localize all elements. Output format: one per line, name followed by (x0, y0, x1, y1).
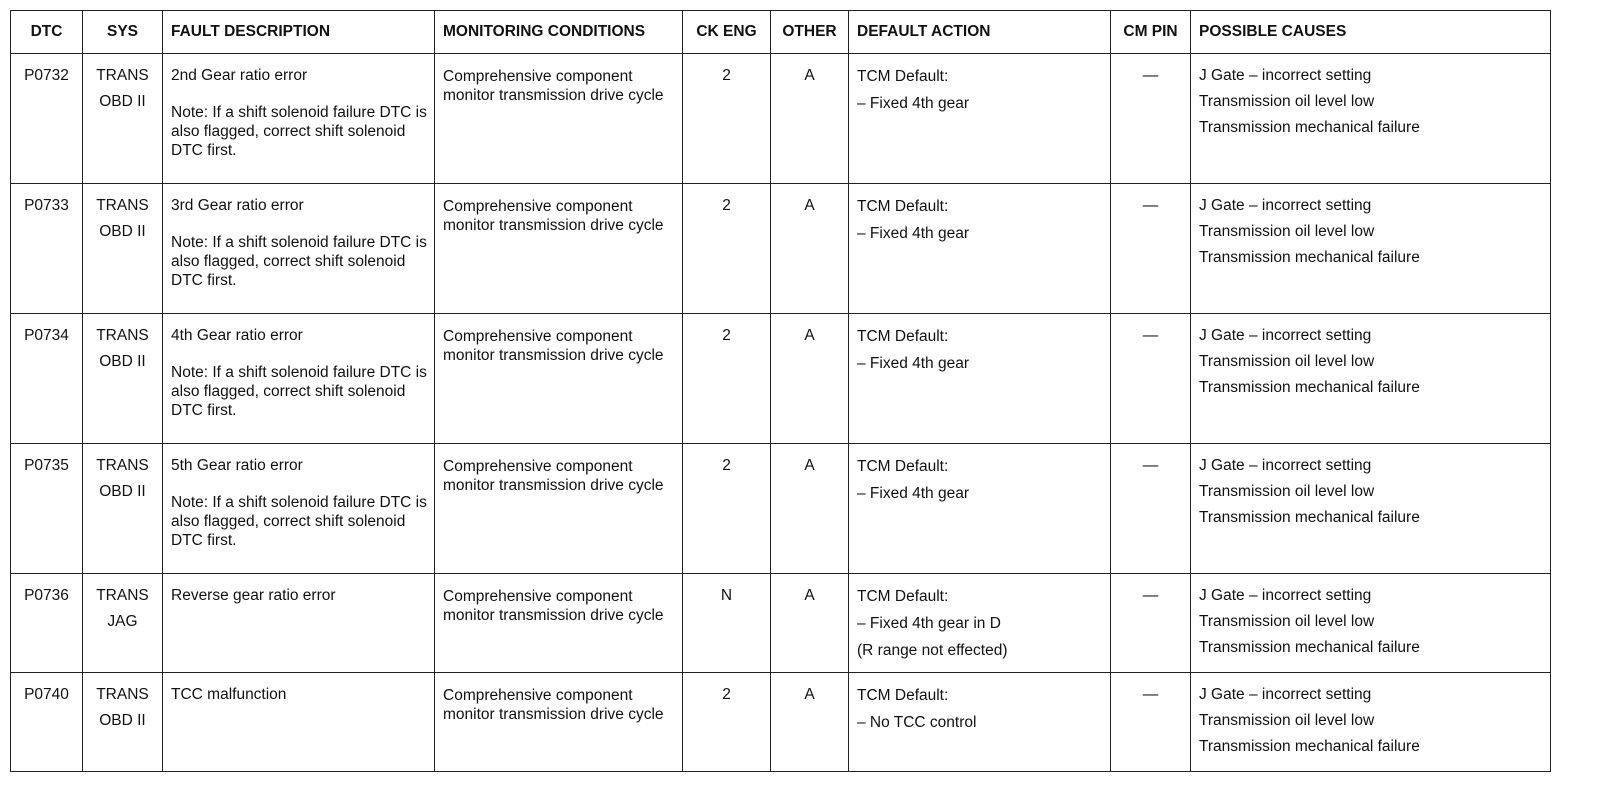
sys-line: TRANS (96, 686, 149, 703)
dtc-code-cell (11, 54, 83, 184)
cm-pin-value: — (1142, 686, 1159, 703)
ck-eng-cell (683, 314, 771, 444)
action-line: TCM Default: (857, 588, 949, 605)
cm-pin-cell (1111, 673, 1191, 772)
dtc-table (10, 10, 1551, 772)
fault-description-cell (163, 314, 435, 444)
action-line: TCM Default: (857, 328, 949, 345)
fault-title: 2nd Gear ratio error (171, 67, 308, 84)
sys-cell (83, 673, 163, 772)
default-action-cell (849, 574, 1111, 673)
sys-line: OBD II (99, 483, 146, 500)
action-line: – Fixed 4th gear (857, 355, 970, 372)
fault-description-cell (163, 444, 435, 574)
sys-line: OBD II (99, 93, 146, 110)
action-line: (R range not effected) (857, 642, 1008, 659)
default-action-cell (849, 184, 1111, 314)
sys-line: OBD II (99, 353, 146, 370)
possible-causes-cell (1191, 673, 1551, 772)
monitoring-cell (435, 444, 683, 574)
cause-line: Transmission mechanical failure (1199, 119, 1420, 136)
other-cell (771, 184, 849, 314)
ck-eng-cell (683, 444, 771, 574)
sys-line: TRANS (96, 587, 149, 604)
ck-eng-value: 2 (722, 67, 731, 84)
other-cell (771, 673, 849, 772)
cause-line: J Gate – incorrect setting (1199, 197, 1372, 214)
fault-title: 5th Gear ratio error (171, 457, 303, 474)
cm-pin-value: — (1142, 587, 1159, 604)
table-row (11, 673, 1551, 772)
action-line: TCM Default: (857, 198, 949, 215)
cause-line: J Gate – incorrect setting (1199, 67, 1372, 84)
cause-line: Transmission mechanical failure (1199, 639, 1420, 656)
monitoring-text: Comprehensive component monitor transmission drive cycle (443, 588, 664, 624)
ck-eng-cell (683, 574, 771, 673)
ck-eng-cell (683, 184, 771, 314)
col-header-fault: FAULT DESCRIPTION (163, 11, 435, 54)
possible-causes-cell (1191, 184, 1551, 314)
sys-line: OBD II (99, 712, 146, 729)
default-action-cell (849, 673, 1111, 772)
sys-line: JAG (107, 613, 138, 630)
col-header-monitoring: MONITORING CONDITIONS (435, 11, 683, 54)
dtc-code-cell (11, 444, 83, 574)
possible-causes-cell (1191, 574, 1551, 673)
monitoring-cell (435, 673, 683, 772)
monitoring-cell (435, 54, 683, 184)
dtc-code-cell (11, 184, 83, 314)
cm-pin-value: — (1142, 197, 1159, 214)
other-value: A (804, 587, 815, 604)
cm-pin-value: — (1142, 67, 1159, 84)
fault-note: Note: If a shift solenoid failure DTC is also flagged, correct shift solenoid DTC first. (171, 104, 427, 159)
cause-line: Transmission oil level low (1199, 353, 1375, 370)
table-row (11, 314, 1551, 444)
table-row (11, 574, 1551, 673)
default-action-cell (849, 444, 1111, 574)
header-row (11, 11, 1551, 54)
other-cell (771, 314, 849, 444)
cm-pin-cell (1111, 184, 1191, 314)
col-header-default-action: DEFAULT ACTION (849, 11, 1111, 54)
monitoring-text: Comprehensive component monitor transmission drive cycle (443, 687, 664, 723)
table-row (11, 54, 1551, 184)
cm-pin-value: — (1142, 457, 1159, 474)
sys-line: TRANS (96, 67, 149, 84)
sys-cell (83, 54, 163, 184)
monitoring-cell (435, 574, 683, 673)
default-action-cell (849, 54, 1111, 184)
fault-note: Note: If a shift solenoid failure DTC is also flagged, correct shift solenoid DTC first. (171, 364, 427, 419)
fault-title: 3rd Gear ratio error (171, 197, 304, 214)
col-header-sys: SYS (83, 11, 163, 54)
other-cell (771, 54, 849, 184)
dtc-code-cell (11, 574, 83, 673)
dtc-code: P0740 (24, 686, 69, 703)
ck-eng-value: 2 (722, 457, 731, 474)
sys-line: TRANS (96, 457, 149, 474)
cause-line: J Gate – incorrect setting (1199, 457, 1372, 474)
cause-line: Transmission mechanical failure (1199, 249, 1420, 266)
col-header-other: OTHER (771, 11, 849, 54)
action-line: – Fixed 4th gear (857, 95, 970, 112)
sys-cell (83, 314, 163, 444)
action-line: TCM Default: (857, 687, 949, 704)
fault-description-cell (163, 574, 435, 673)
monitoring-text: Comprehensive component monitor transmission drive cycle (443, 198, 664, 234)
other-value: A (804, 327, 815, 344)
dtc-code-cell (11, 673, 83, 772)
action-line: – No TCC control (857, 714, 977, 731)
monitoring-cell (435, 184, 683, 314)
ck-eng-value: 2 (722, 327, 731, 344)
cause-line: J Gate – incorrect setting (1199, 686, 1372, 703)
ck-eng-cell (683, 673, 771, 772)
fault-note: Note: If a shift solenoid failure DTC is also flagged, correct shift solenoid DTC first. (171, 494, 427, 549)
dtc-code: P0733 (24, 197, 69, 214)
other-value: A (804, 67, 815, 84)
monitoring-text: Comprehensive component monitor transmission drive cycle (443, 458, 664, 494)
dtc-code: P0735 (24, 457, 69, 474)
action-line: – Fixed 4th gear (857, 485, 970, 502)
possible-causes-cell (1191, 444, 1551, 574)
table-row (11, 184, 1551, 314)
dtc-code: P0732 (24, 67, 69, 84)
monitoring-text: Comprehensive component monitor transmission drive cycle (443, 68, 664, 104)
action-line: – Fixed 4th gear (857, 225, 970, 242)
cause-line: J Gate – incorrect setting (1199, 327, 1372, 344)
possible-causes-cell (1191, 54, 1551, 184)
default-action-cell (849, 314, 1111, 444)
sys-cell (83, 184, 163, 314)
fault-description-cell (163, 184, 435, 314)
monitoring-cell (435, 314, 683, 444)
sys-line: TRANS (96, 197, 149, 214)
cause-line: Transmission mechanical failure (1199, 509, 1420, 526)
dtc-code: P0736 (24, 587, 69, 604)
sys-cell (83, 574, 163, 673)
cause-line: Transmission oil level low (1199, 483, 1375, 500)
ck-eng-value: 2 (722, 686, 731, 703)
cause-line: Transmission oil level low (1199, 613, 1375, 630)
fault-description-cell (163, 673, 435, 772)
cm-pin-cell (1111, 314, 1191, 444)
sys-line: TRANS (96, 327, 149, 344)
other-cell (771, 574, 849, 673)
other-value: A (804, 686, 815, 703)
action-line: – Fixed 4th gear in D (857, 615, 1001, 632)
cause-line: Transmission oil level low (1199, 93, 1375, 110)
possible-causes-cell (1191, 314, 1551, 444)
sys-cell (83, 444, 163, 574)
sys-line: OBD II (99, 223, 146, 240)
cause-line: Transmission mechanical failure (1199, 379, 1420, 396)
ck-eng-cell (683, 54, 771, 184)
ck-eng-value: N (720, 587, 733, 604)
fault-title: 4th Gear ratio error (171, 327, 303, 344)
cause-line: Transmission oil level low (1199, 223, 1375, 240)
cause-line: J Gate – incorrect setting (1199, 587, 1372, 604)
fault-description-cell (163, 54, 435, 184)
col-header-cm-pin: CM PIN (1111, 11, 1191, 54)
fault-title: TCC malfunction (171, 686, 287, 703)
fault-title: Reverse gear ratio error (171, 587, 336, 604)
other-value: A (804, 457, 815, 474)
col-header-dtc: DTC (11, 11, 83, 54)
cause-line: Transmission mechanical failure (1199, 738, 1420, 755)
other-value: A (804, 197, 815, 214)
action-line: TCM Default: (857, 68, 949, 85)
table-row (11, 444, 1551, 574)
monitoring-text: Comprehensive component monitor transmission drive cycle (443, 328, 664, 364)
cm-pin-cell (1111, 54, 1191, 184)
cm-pin-value: — (1142, 327, 1159, 344)
dtc-code-cell (11, 314, 83, 444)
other-cell (771, 444, 849, 574)
action-line: TCM Default: (857, 458, 949, 475)
ck-eng-value: 2 (722, 197, 731, 214)
cm-pin-cell (1111, 444, 1191, 574)
col-header-causes: POSSIBLE CAUSES (1191, 11, 1551, 54)
cm-pin-cell (1111, 574, 1191, 673)
dtc-code: P0734 (24, 327, 69, 344)
col-header-ck-eng: CK ENG (683, 11, 771, 54)
cause-line: Transmission oil level low (1199, 712, 1375, 729)
fault-note: Note: If a shift solenoid failure DTC is also flagged, correct shift solenoid DTC first. (171, 234, 427, 289)
